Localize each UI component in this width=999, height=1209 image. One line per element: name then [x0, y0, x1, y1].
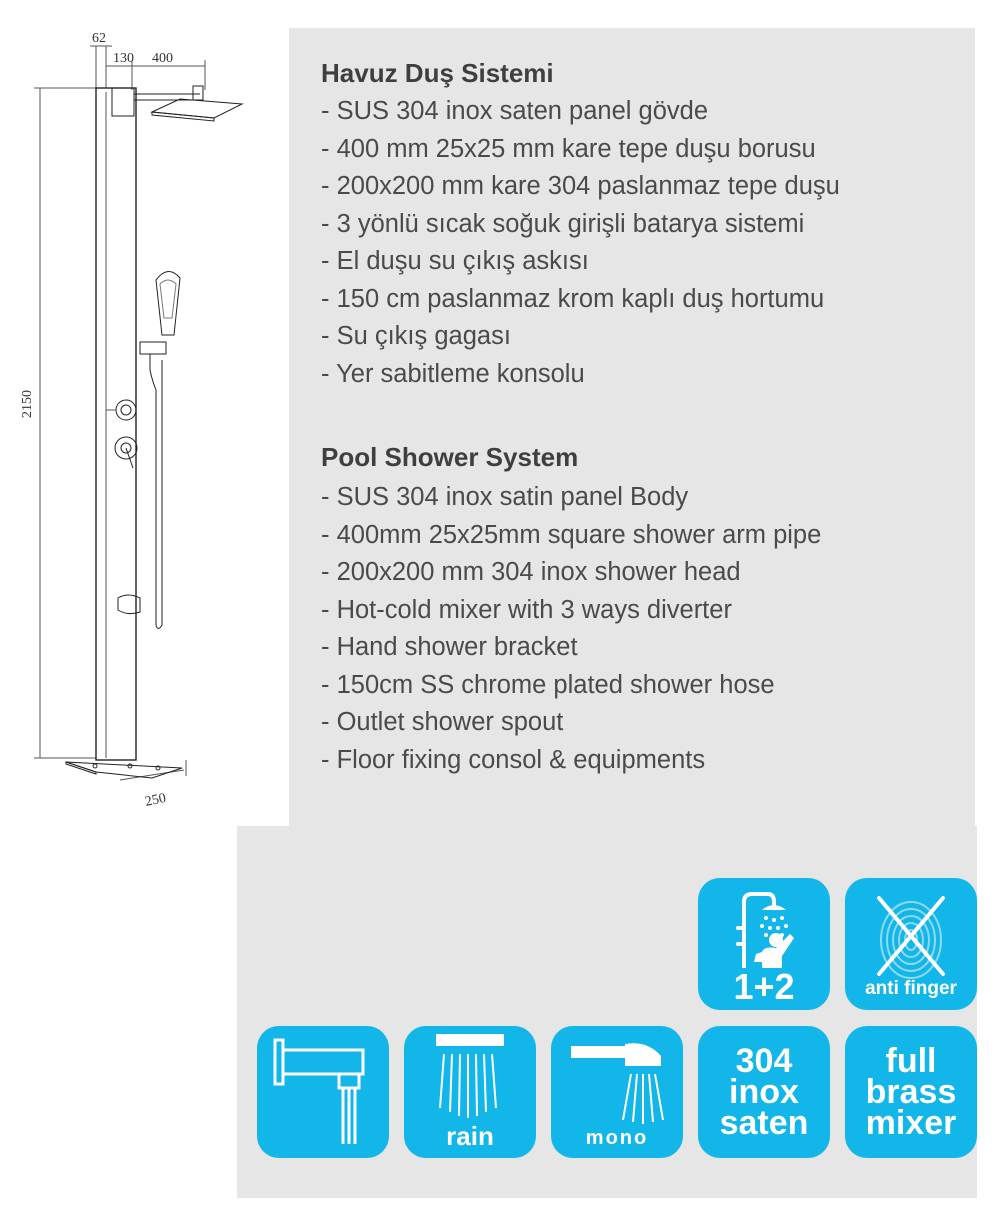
turkish-spec-item: - 400 mm 25x25 mm kare tepe duşu borusu: [321, 134, 816, 163]
turkish-spec-item: - El duşu su çıkış askısı: [321, 247, 589, 275]
badge-caption: anti finger: [865, 978, 957, 999]
badge-line: inox: [729, 1072, 799, 1111]
dimension-250: 250: [143, 790, 168, 810]
english-title: Pool Shower System: [321, 442, 579, 472]
badge-anti-finger: [845, 878, 977, 1010]
badge-caption: rain: [446, 1121, 494, 1151]
badge-one-plus-two: [698, 878, 830, 1010]
badge-caption: mono: [585, 1127, 649, 1149]
badge-line: saten: [719, 1103, 809, 1142]
turkish-spec-item: - Su çıkış gagası: [321, 322, 511, 350]
square-shower-arm-icon: [257, 1026, 389, 1158]
english-spec-list: [321, 479, 821, 779]
badge-304-inox-saten: [698, 1026, 830, 1158]
turkish-spec-item: - 200x200 mm kare 304 paslanmaz tepe duşu: [321, 172, 840, 200]
dimension-2150: 2150: [20, 390, 35, 418]
turkish-spec-item: - 3 yönlü sıcak soğuk girişli batarya sistemi: [321, 209, 805, 238]
english-spec-item: - Hot-cold mixer with 3 ways diverter: [321, 595, 732, 624]
badge-line: mixer: [865, 1103, 957, 1142]
badge-rain: [404, 1026, 536, 1158]
badge-line: brass: [865, 1072, 957, 1111]
badge-square-arm: [257, 1026, 389, 1158]
turkish-spec-item: - Yer sabitleme konsolu: [321, 359, 585, 388]
feature-icons-panel: [237, 826, 977, 1198]
english-spec-item: - 400mm 25x25mm square shower arm pipe: [321, 520, 822, 549]
dimension-130: 130: [113, 51, 134, 66]
english-spec-item: - 200x200 mm 304 inox shower head: [321, 558, 741, 586]
english-spec-item: - 150cm SS chrome plated shower hose: [321, 670, 775, 699]
dimension-62: 62: [92, 31, 106, 46]
english-spec-item: - Floor fixing consol & equipments: [321, 745, 706, 774]
shower-column-drawing: [0, 0, 290, 830]
turkish-title: Havuz Duş Sistemi: [321, 58, 554, 88]
specification-panel: [289, 28, 975, 828]
english-spec-item: - Hand shower bracket: [321, 633, 578, 661]
badge-caption: 1+2: [733, 966, 795, 1007]
badge-line: 304: [735, 1041, 793, 1080]
badge-line: full: [885, 1041, 937, 1080]
dimension-400: 400: [152, 51, 173, 66]
badge-full-brass-mixer: [845, 1026, 977, 1158]
turkish-spec-item: - 150 cm paslanmaz krom kaplı duş hortumu: [321, 284, 825, 313]
turkish-spec-item: - SUS 304 inox saten panel gövde: [321, 97, 709, 125]
turkish-spec-list: [321, 93, 840, 393]
badge-mono: [551, 1026, 683, 1158]
english-spec-item: - Outlet shower spout: [321, 708, 564, 736]
english-spec-item: - SUS 304 inox satin panel Body: [321, 483, 689, 511]
